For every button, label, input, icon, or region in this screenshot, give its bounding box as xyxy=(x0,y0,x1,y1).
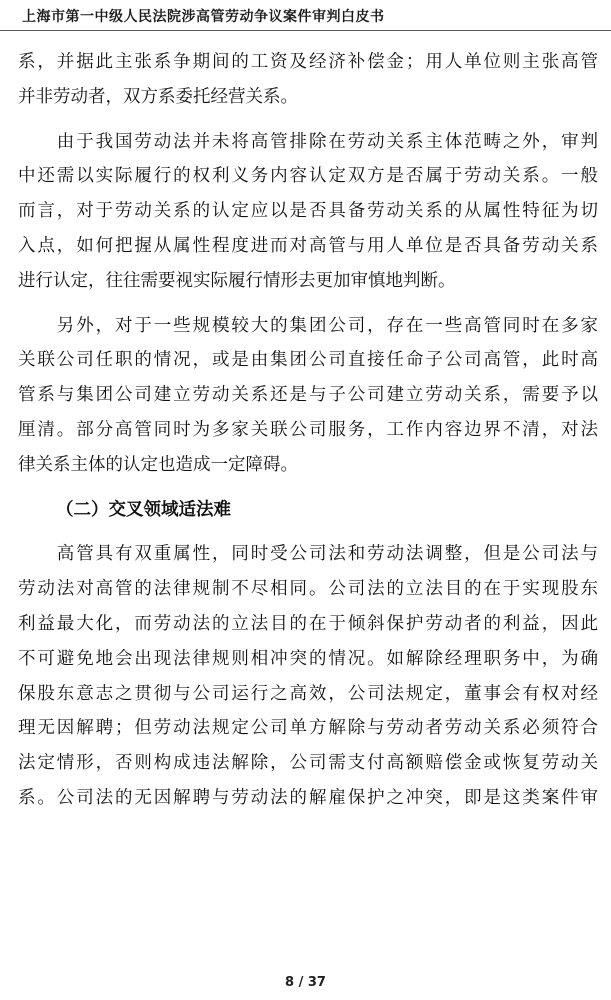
text-line: 系，并据此主张系争期间的工资及经济补偿金；用人单位则主张高管 xyxy=(18,52,598,72)
document-header-title: 上海市第一中级人民法院涉高管劳动争议案件审判白皮书 xyxy=(22,9,385,25)
paragraph xyxy=(18,125,598,299)
text-line: 利益最大化，而劳动法的立法目的在于倾斜保护劳动者的利益，因此 xyxy=(18,613,598,634)
text-line: 关联公司任职的情况，或是由集团公司直接任命子公司高管，此时高 xyxy=(18,350,598,371)
text-line: 入点，如何把握从属性程度进而对高管与用人单位是否具备劳动关系 xyxy=(18,235,598,256)
text-line: 不可避免地会出现法律规则相冲突的情况。如解除经理职务中，为确 xyxy=(18,648,598,669)
text-line: 进行认定，往往需要视实际履行情形去更加审慎地判断。 xyxy=(18,270,456,291)
text-line: 系。公司法的无因解聘与劳动法的解雇保护之冲突，即是这类案件审 xyxy=(18,787,598,808)
document-body xyxy=(18,45,598,816)
text-line: 理无因解聘；但劳动法规定公司单方解除与劳动者劳动关系必须符合 xyxy=(18,718,598,739)
text-line: 律关系主体的认定也造成一定障碍。 xyxy=(18,454,298,475)
text-line: 管系与集团公司建立劳动关系还是与子公司建立劳动关系，需要予以 xyxy=(18,385,598,406)
text-line: 高管具有双重属性，同时受公司法和劳动法调整，但是公司法与 xyxy=(18,544,598,565)
text-line: 保股东意志之贯彻与公司运行之高效，公司法规定，董事会有权对经 xyxy=(18,683,598,704)
header-divider xyxy=(0,30,611,31)
text-line: 由于我国劳动法并未将高管排除在劳动关系主体范畴之外，审判 xyxy=(18,131,598,152)
paragraph xyxy=(18,309,598,483)
text-line: 中还需以实际履行的权利义务内容认定双方是否属于劳动关系。一般 xyxy=(18,166,598,187)
text-line: 劳动法对高管的法律规制不尽相同。公司法的立法目的在于实现股东 xyxy=(18,579,598,600)
paragraph xyxy=(18,537,598,815)
text-line: 厘清。部分高管同时为多家关联公司服务，工作内容边界不清，对法 xyxy=(18,419,598,440)
paragraph xyxy=(18,45,598,115)
text-line: 另外，对于一些规模较大的集团公司，存在一些高管同时在多家 xyxy=(18,315,598,336)
text-line: 而言，对于劳动关系的认定应以是否具备劳动关系的从属性特征为切 xyxy=(18,201,598,222)
text-line: 法定情形，否则构成违法解除，公司需支付高额赔偿金或恢复劳动关 xyxy=(18,753,598,774)
text-line: 并非劳动者，双方系委托经营关系。 xyxy=(18,86,298,107)
section-heading: （二）交叉领域适法难 xyxy=(56,499,231,520)
page-number: 8 / 37 xyxy=(285,975,326,990)
